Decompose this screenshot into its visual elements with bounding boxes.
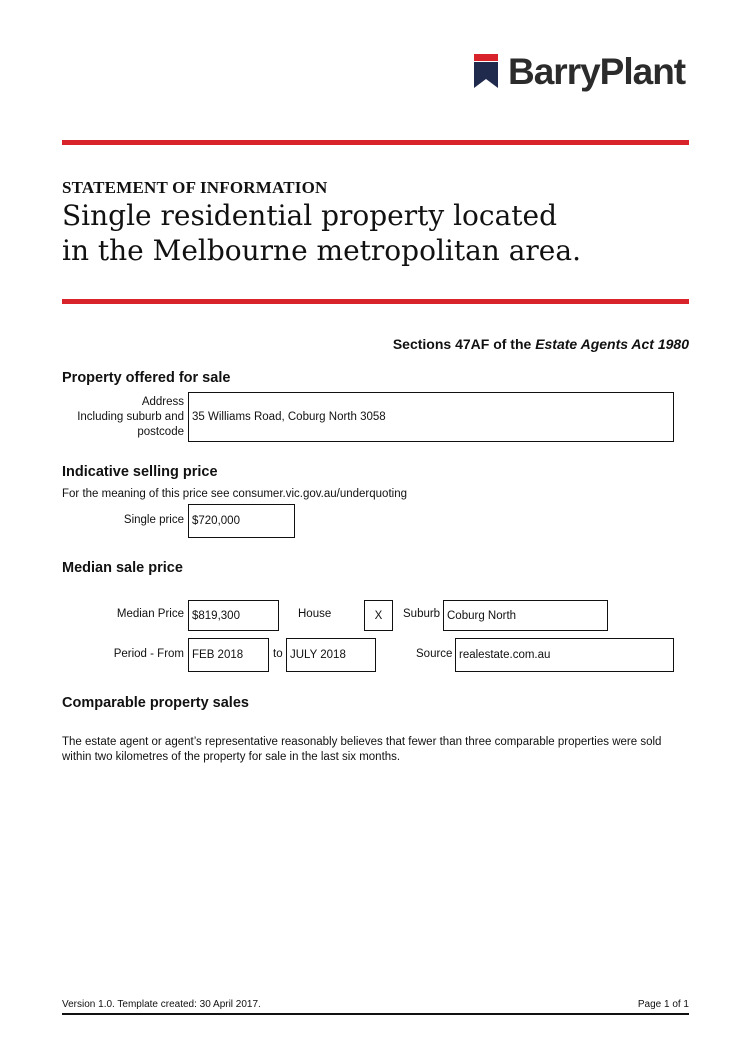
title-line-1: Single residential property located	[62, 199, 558, 232]
period-label: Period - From	[113, 648, 184, 660]
footer-version: Version 1.0. Template created: 30 April 2017.	[62, 999, 261, 1010]
period-to-value: JULY 2018	[290, 649, 346, 661]
document-title	[62, 198, 581, 268]
address-label-line-1: Address	[141, 396, 184, 408]
property-heading: Property offered for sale	[62, 370, 231, 386]
address-label	[62, 395, 184, 440]
comparable-heading: Comparable property sales	[62, 695, 249, 711]
indicative-heading: Indicative selling price	[62, 464, 218, 480]
single-price-field	[188, 504, 295, 538]
top-red-rule	[62, 140, 689, 145]
comparable-text: The estate agent or agent’s representative reasonably believes that fewer than three comparable properties were sold within two kilometres of the property for sale in the last six months.	[62, 736, 662, 763]
address-label-line-2: Including suburb and	[77, 411, 184, 423]
single-price-label: Single price	[123, 514, 184, 526]
title-line-2: in the Melbourne metropolitan area.	[62, 234, 581, 267]
median-price-label: Median Price	[116, 608, 184, 620]
property-type-label: House	[298, 608, 332, 620]
suburb-label: Suburb	[403, 608, 441, 620]
period-from-value: FEB 2018	[192, 649, 244, 661]
bottom-red-rule	[62, 299, 689, 304]
address-field	[188, 392, 674, 442]
footer-page-number: Page 1 of 1	[637, 999, 689, 1010]
property-type-checkbox	[364, 600, 393, 631]
logo-mark-icon	[474, 54, 498, 88]
property-type-mark: X	[374, 609, 383, 622]
median-price-value: $819,300	[192, 609, 240, 622]
address-value: 35 Williams Road, Coburg North 3058	[192, 411, 386, 423]
sections-prefix: Sections 47AF of the	[392, 336, 536, 352]
address-label-line-3: postcode	[137, 426, 184, 438]
period-to-label: to	[273, 648, 283, 660]
footer-rule	[62, 1013, 689, 1015]
statement-heading: STATEMENT OF INFORMATION	[62, 178, 328, 197]
indicative-note: For the meaning of this price see consumer.vic.gov.au/underquoting	[62, 488, 407, 500]
source-value: realestate.com.au	[459, 649, 551, 661]
act-name: Estate Agents Act 1980	[535, 336, 689, 352]
logo-wordmark: BarryPlant	[508, 51, 686, 92]
suburb-value: Coburg North	[447, 609, 517, 622]
sections-note	[393, 336, 689, 352]
suburb-field	[443, 600, 608, 631]
median-heading: Median sale price	[62, 560, 183, 576]
median-price-field	[188, 600, 279, 631]
single-price-value: $720,000	[192, 515, 240, 527]
source-label: Source	[416, 648, 453, 660]
period-from-field	[188, 638, 269, 672]
source-field	[455, 638, 674, 672]
period-to-field	[286, 638, 376, 672]
barry-plant-logo	[474, 52, 689, 102]
